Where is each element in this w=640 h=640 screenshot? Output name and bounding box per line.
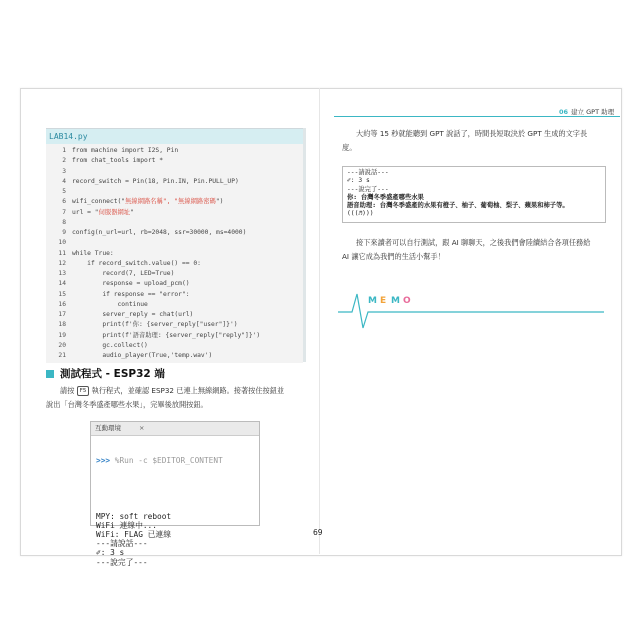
closing-paragraph bbox=[342, 236, 608, 264]
code-text: wifi_connect("無線網路名稱", "無線網路密碼") bbox=[72, 198, 224, 206]
line-number: 1 bbox=[62, 147, 66, 154]
terminal-output bbox=[96, 438, 223, 585]
code-text: url = "伺服器網址" bbox=[72, 208, 134, 216]
book-spine bbox=[319, 88, 320, 554]
code-line bbox=[46, 259, 303, 269]
code-text: audio_player(True,'temp.wav') bbox=[72, 352, 213, 359]
memo-pulse-line bbox=[338, 294, 604, 328]
page-number: 69 bbox=[313, 528, 323, 537]
code-line bbox=[46, 187, 303, 197]
code-placeholder-text: 伺服器網址 bbox=[98, 208, 131, 216]
closing-text-2: AI 讓它成為我們的生活小幫手！ bbox=[342, 252, 445, 261]
line-number: 4 bbox=[62, 177, 66, 185]
output-line: 語音助理: 台灣冬季盛產的水果有橙子、柚子、葡萄柚、梨子、蘋果和柿子等。 bbox=[347, 202, 569, 210]
code-line bbox=[46, 249, 303, 259]
instruction-paragraph bbox=[46, 384, 308, 412]
line-number: 17 bbox=[58, 311, 66, 318]
code-line bbox=[46, 208, 303, 218]
code-text: record(7, LED=True) bbox=[72, 270, 175, 277]
terminal-line: WiFi 連線中... bbox=[96, 520, 157, 530]
f5-key-icon: F5 bbox=[77, 386, 90, 396]
terminal-window bbox=[90, 421, 260, 567]
line-number: 15 bbox=[58, 290, 66, 298]
terminal-line: ✐: 3 s bbox=[96, 548, 125, 558]
code-text: from chat_tools import * bbox=[72, 157, 163, 165]
close-icon: × bbox=[139, 424, 145, 432]
line-number: 18 bbox=[58, 321, 66, 329]
code-line bbox=[46, 341, 303, 351]
output-line: 你: 台灣冬季盛產哪些水果 bbox=[347, 193, 424, 201]
line-number: 20 bbox=[58, 341, 66, 349]
result-text-2: 度。 bbox=[342, 143, 357, 152]
code-line bbox=[46, 320, 303, 330]
output-line: ---說完了--- bbox=[347, 185, 389, 193]
section-heading-text: 測試程式 - ESP32 端 bbox=[60, 368, 165, 380]
output-line: ---請說話--- bbox=[347, 169, 389, 176]
line-number: 19 bbox=[58, 331, 66, 339]
line-number: 12 bbox=[58, 259, 66, 267]
code-text: config(n_url=url, rb=2048, ssr=30000, ms=4000) bbox=[72, 229, 247, 236]
code-text: from machine import I2S, Pin bbox=[72, 147, 179, 154]
code-text: if response == "error": bbox=[72, 290, 190, 298]
instruction-text-3: 說出「台灣冬季盛產哪些水果」，完畢後放開按鈕。 bbox=[46, 400, 208, 409]
output-line: ✐: 3 s bbox=[347, 177, 370, 185]
terminal-line: ---請說話--- bbox=[96, 539, 148, 549]
code-line bbox=[46, 177, 303, 187]
closing-text-1: 接下來讀者可以自行測試，跟 AI 聊聊天，之後我們會陸續結合各項任務給 bbox=[356, 238, 591, 247]
output-box bbox=[342, 166, 606, 223]
line-number: 13 bbox=[58, 270, 66, 277]
code-line bbox=[46, 238, 303, 248]
code-text: continue bbox=[72, 300, 148, 308]
code-line bbox=[46, 351, 303, 361]
code-line bbox=[46, 156, 303, 166]
line-number: 9 bbox=[62, 229, 66, 236]
code-listing bbox=[46, 128, 303, 363]
terminal-line: MPY: soft reboot bbox=[96, 511, 172, 521]
chapter-number: 06 bbox=[559, 108, 569, 116]
code-text: while True: bbox=[72, 249, 114, 257]
code-line bbox=[46, 167, 303, 177]
terminal-line: WiFi: FLAG 已連線 bbox=[96, 530, 172, 540]
chapter-title: 建立 GPT 助理 bbox=[571, 108, 615, 116]
code-side-bar bbox=[303, 128, 306, 362]
line-number: 3 bbox=[62, 167, 66, 175]
code-line bbox=[46, 300, 303, 310]
result-text-1: 大約等 15 秒就能聽到 GPT 說話了，時間長短取決於 GPT 生成的文字長 bbox=[356, 129, 588, 138]
section-heading bbox=[46, 366, 165, 382]
code-line bbox=[46, 197, 303, 207]
code-line bbox=[46, 279, 303, 289]
terminal-command: %Run -c $EDITOR_CONTENT bbox=[110, 456, 223, 466]
code-filename: LAB14.py bbox=[46, 129, 303, 144]
memo-letter-m: M bbox=[368, 296, 377, 306]
code-text: server_reply = chat(url) bbox=[72, 311, 194, 318]
line-number: 11 bbox=[58, 249, 66, 257]
instruction-text-2: 執行程式，並確認 ESP32 已連上無線網路。接著按住按鈕並 bbox=[89, 386, 285, 395]
line-number: 21 bbox=[58, 352, 66, 359]
code-text: response = upload_pcm() bbox=[72, 280, 190, 288]
chapter-header bbox=[559, 108, 614, 116]
section-marker-icon bbox=[46, 370, 54, 378]
code-text: record_switch = Pin(18, Pin.IN, Pin.PULL_UP) bbox=[72, 177, 239, 185]
code-text: if record_switch.value() == 0: bbox=[72, 259, 201, 267]
chapter-rule bbox=[334, 116, 620, 117]
terminal-tab bbox=[91, 422, 259, 436]
instruction-text-1: 請按 bbox=[60, 386, 77, 395]
code-line bbox=[46, 218, 303, 228]
line-number: 5 bbox=[62, 188, 66, 195]
memo-decoration bbox=[338, 286, 608, 336]
prompt-symbol: >>> bbox=[96, 456, 111, 466]
line-number: 7 bbox=[62, 208, 66, 216]
line-number: 8 bbox=[62, 218, 66, 226]
line-number: 10 bbox=[58, 239, 66, 247]
line-number: 16 bbox=[58, 300, 66, 308]
line-number: 14 bbox=[58, 280, 66, 288]
code-text: gc.collect() bbox=[72, 341, 148, 349]
terminal-lines bbox=[96, 512, 223, 567]
memo-letter-o: O bbox=[403, 296, 411, 306]
code-line bbox=[46, 228, 303, 238]
code-line bbox=[46, 146, 303, 156]
code-line bbox=[46, 331, 303, 341]
code-text: print(f'你: {server_reply["user"]}') bbox=[72, 321, 238, 329]
code-line bbox=[46, 310, 303, 320]
code-placeholder-text: 無線網路名稱", "無線網路密碼 bbox=[125, 198, 216, 206]
output-line: (((♬))) bbox=[347, 210, 374, 218]
memo-letter-m2: M bbox=[391, 296, 400, 306]
result-paragraph bbox=[342, 127, 608, 155]
terminal-tab-label: 互動環境 bbox=[95, 424, 121, 432]
code-line bbox=[46, 269, 303, 279]
memo-letter-e: E bbox=[380, 296, 387, 306]
code-line bbox=[46, 290, 303, 300]
output-lines bbox=[347, 169, 569, 219]
terminal-line: ---說完了--- bbox=[96, 557, 148, 567]
line-number: 6 bbox=[62, 198, 66, 206]
code-lines bbox=[46, 146, 303, 361]
line-number: 2 bbox=[62, 157, 66, 165]
code-text: print(f'語音助理: {server_reply["reply"]}') bbox=[72, 331, 261, 339]
